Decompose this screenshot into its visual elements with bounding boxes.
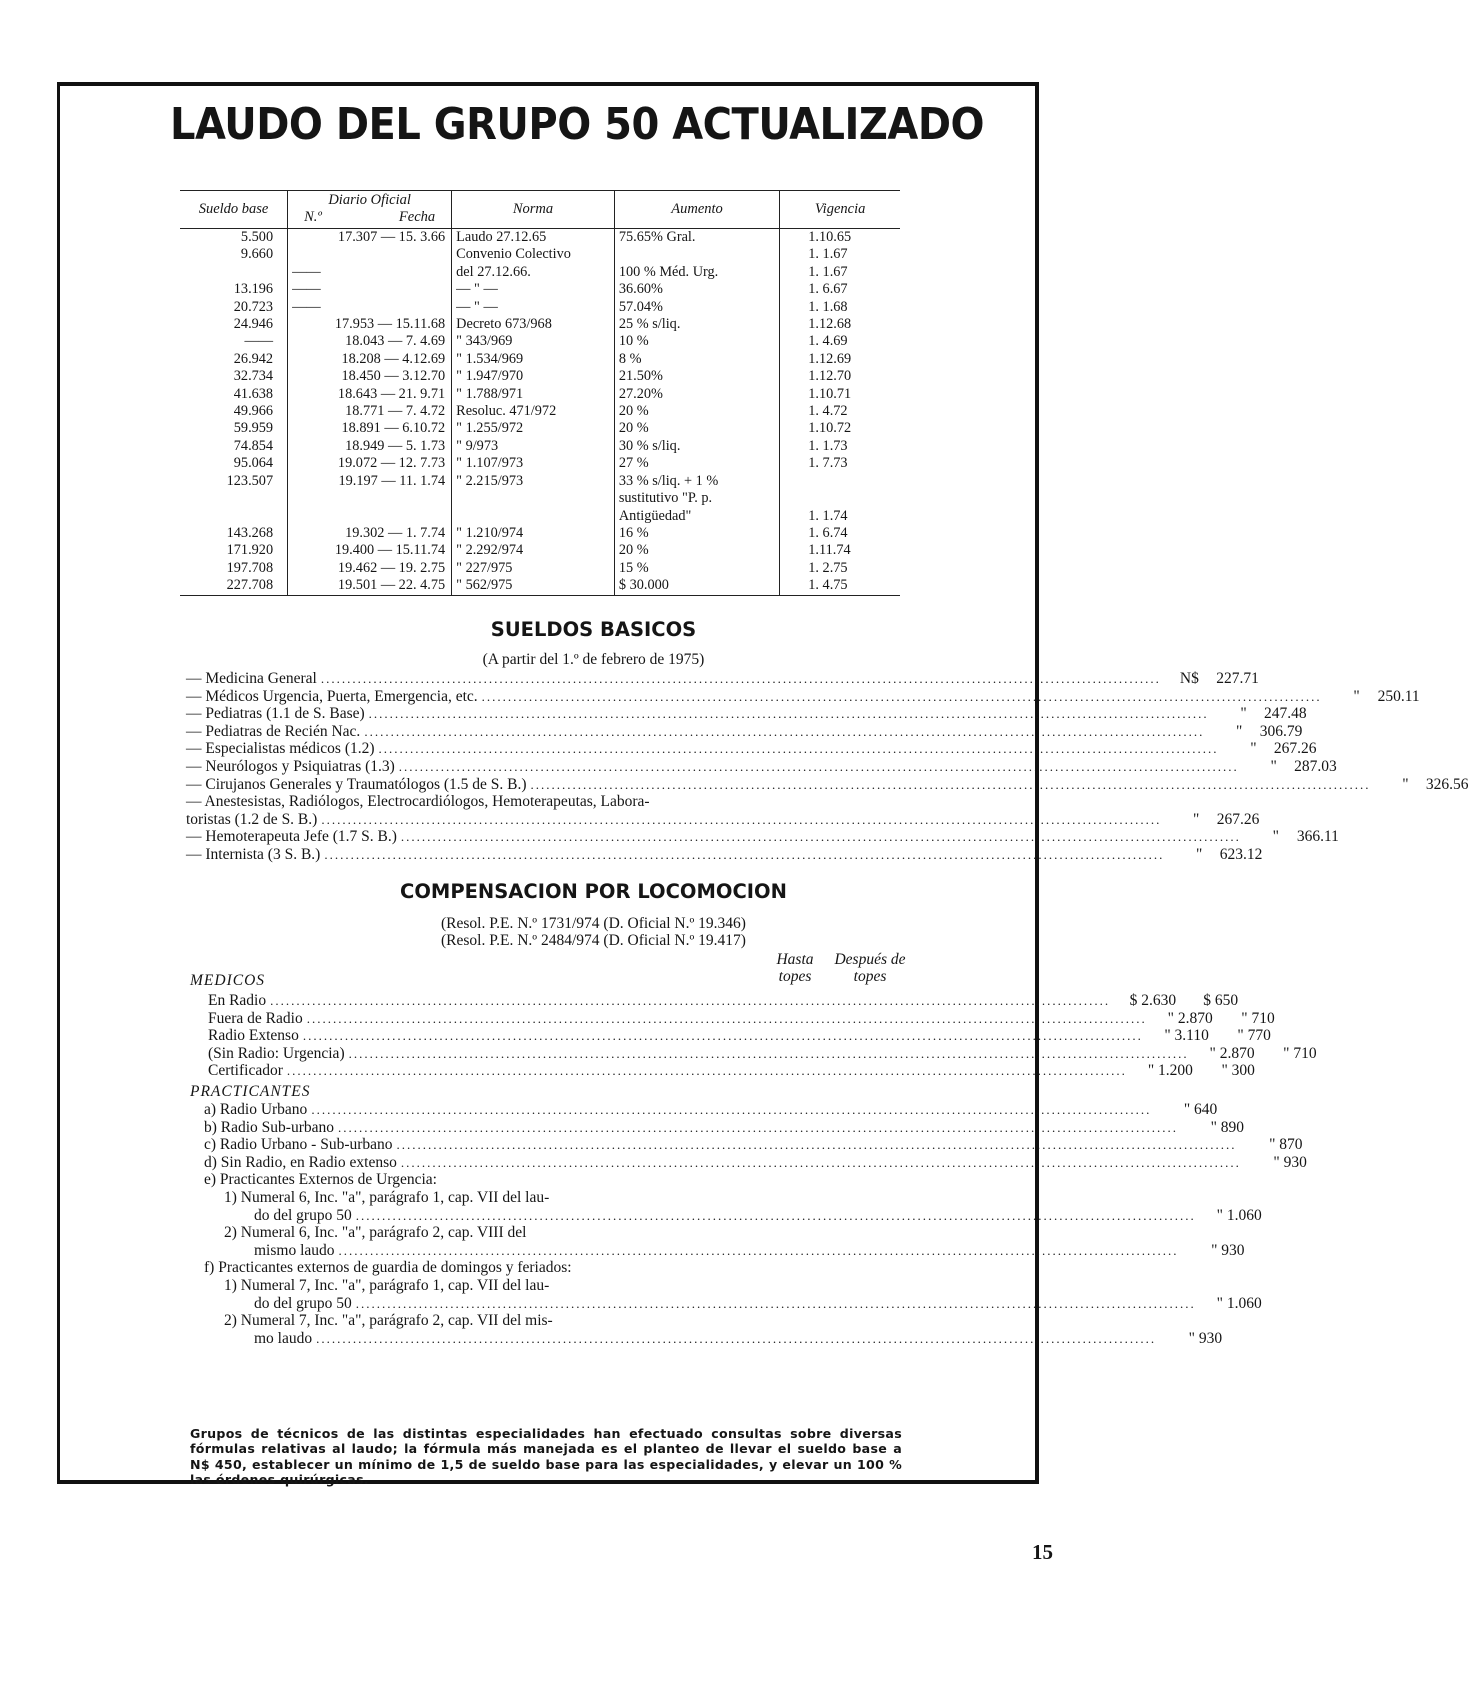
list-item xyxy=(190,1171,902,1189)
item-value: 623.12 xyxy=(1219,845,1263,863)
item-value: 267.26 xyxy=(1216,810,1260,828)
cell-diario: 18.643 — 21. 9.71 xyxy=(288,386,452,403)
cell-vigencia: 1.12.69 xyxy=(808,350,852,367)
item-label: e) Practicantes Externos de Urgencia: xyxy=(204,1171,437,1189)
header-numero: N.º xyxy=(304,209,322,225)
item-label: do del grupo 50 xyxy=(254,1294,352,1312)
list-item xyxy=(190,1153,1307,1172)
list-item xyxy=(190,1027,1271,1045)
cell-vigencia: 1. 2.75 xyxy=(808,559,848,576)
item-currency: " xyxy=(1240,705,1247,723)
item-label: (Sin Radio: Urgencia) xyxy=(208,1044,345,1062)
table-row xyxy=(180,473,900,525)
item-label: do del grupo 50 xyxy=(254,1206,352,1224)
item-label: — Medicina General xyxy=(186,670,317,687)
cell-norma: — " — xyxy=(452,281,615,298)
cell-sueldo: 171.920 xyxy=(180,542,288,559)
item-label: 2) Numeral 6, Inc. "a", parágrafo 2, cap. VIII del xyxy=(224,1224,527,1242)
list-item xyxy=(190,1259,902,1277)
value-despues-topes: " 710 xyxy=(1283,1044,1317,1062)
cell-norma: Convenio Colectivo xyxy=(452,246,615,263)
practicantes-list xyxy=(190,1101,1307,1347)
compensacion-title: COMPENSACION POR LOCOMOCION xyxy=(400,880,787,903)
cell-aumento: 100 % Méd. Urg. xyxy=(614,264,779,281)
leader-dots: ................................................................................................................................................................ xyxy=(270,993,1111,1008)
header-norma: Norma xyxy=(452,191,615,229)
sueldos-title: SUELDOS BASICOS xyxy=(490,618,697,641)
item-label: — Hemoterapeuta Jefe (1.7 S. B.) xyxy=(186,828,397,846)
cell-vigencia: 1. 6.67 xyxy=(808,281,848,298)
item-currency: " xyxy=(1353,687,1360,705)
list-item xyxy=(190,1009,1275,1028)
cell-vigencia: 1. 4.72 xyxy=(808,403,848,420)
cell-norma: " 1.947/970 xyxy=(452,368,615,385)
cell-norma: " 1.107/973 xyxy=(452,455,615,472)
item-label: — Neurólogos y Psiquiatras (1.3) xyxy=(186,757,395,775)
cell-diario: —— xyxy=(288,281,452,298)
item-value: 306.79 xyxy=(1259,722,1303,740)
cell-vigencia: 1. 6.74 xyxy=(808,524,848,541)
cell-diario: 18.771 — 7. 4.72 xyxy=(288,403,452,420)
list-item xyxy=(186,757,1337,776)
laudo-table-body xyxy=(180,229,900,596)
leader-dots: ................................................................................................................................................................ xyxy=(530,776,1371,792)
list-item xyxy=(190,1118,1245,1137)
cell-sueldo: 227.708 xyxy=(180,577,288,595)
header-diario xyxy=(288,191,452,229)
item-label: Certificador xyxy=(208,1062,283,1080)
table-row xyxy=(180,264,900,281)
item-currency: " xyxy=(1250,740,1257,758)
leader-dots: ................................................................................................................................................................ xyxy=(368,706,1209,722)
cell-aumento: 16 % xyxy=(614,525,779,542)
cell-norma: " 1.788/971 xyxy=(452,386,615,403)
cell-vigencia: 1. 7.73 xyxy=(808,455,848,472)
cell-aumento: 57.04% xyxy=(614,299,779,316)
cell-aumento: 15 % xyxy=(614,560,779,577)
cell-diario: 18.043 — 7. 4.69 xyxy=(288,333,452,350)
leader-dots: ................................................................................................................................................................ xyxy=(355,1207,1196,1223)
cell-vigencia: 1. 4.75 xyxy=(780,577,900,595)
item-currency: " xyxy=(1272,828,1279,846)
cell-norma: " 9/973 xyxy=(452,438,615,455)
cell-norma: Decreto 673/968 xyxy=(452,316,615,333)
value-hasta-topes: " 930 xyxy=(1211,1241,1245,1259)
value-hasta-topes: " 640 xyxy=(1183,1101,1218,1118)
list-item xyxy=(186,810,1260,829)
table-row xyxy=(180,455,900,472)
cell-diario: —— xyxy=(288,264,452,281)
table-row xyxy=(180,281,900,298)
list-item xyxy=(190,1312,902,1330)
list-item xyxy=(190,1044,1317,1063)
practicantes-heading: PRACTICANTES xyxy=(190,1083,311,1100)
cell-sueldo: 5.500 xyxy=(180,229,288,247)
list-item xyxy=(190,1224,902,1242)
table-row xyxy=(180,560,900,577)
cell-aumento: 27.20% xyxy=(614,386,779,403)
sueldos-subtitle: (A partir del 1.º de febrero de 1975) xyxy=(482,651,705,668)
item-label: c) Radio Urbano - Sub-urbano xyxy=(204,1136,393,1154)
leader-dots: ................................................................................................................................................................ xyxy=(324,846,1165,862)
cell-norma: " 2.215/973 xyxy=(452,473,615,525)
table-row xyxy=(180,333,900,350)
item-label: d) Sin Radio, en Radio extenso xyxy=(204,1153,397,1171)
cell-aumento: 33 % s/liq. + 1 % sustitutivo "P. p. Antigüedad" xyxy=(614,473,779,525)
leader-dots: ................................................................................................................................................................ xyxy=(378,741,1219,757)
cell-diario: 19.302 — 1. 7.74 xyxy=(288,525,452,542)
table-row xyxy=(180,229,900,247)
cell-sueldo: 24.946 xyxy=(180,316,288,333)
cell-vigencia: 1. 1.73 xyxy=(808,437,848,454)
cell-norma: " 562/975 xyxy=(452,577,615,595)
table-row xyxy=(180,351,900,368)
cell-vigencia: 1. 1.67 xyxy=(808,246,848,263)
table-row xyxy=(180,299,900,316)
value-hasta-topes: " 930 xyxy=(1188,1329,1223,1347)
cell-sueldo: 26.942 xyxy=(180,351,288,368)
cell-norma: " 343/969 xyxy=(452,333,615,350)
cell-diario: 19.072 — 12. 7.73 xyxy=(288,455,452,472)
cell-norma: del 27.12.66. xyxy=(452,264,615,281)
cell-aumento xyxy=(614,246,779,263)
cell-sueldo: 9.660 xyxy=(180,246,288,263)
cell-sueldo: 143.268 xyxy=(180,525,288,542)
item-label: — Cirujanos Generales y Traumatólogos (1.5 de S. B.) xyxy=(186,775,527,793)
item-currency: " xyxy=(1270,757,1277,775)
list-item xyxy=(186,793,906,811)
value-hasta-topes: " 3.110 xyxy=(1164,1027,1209,1045)
cell-norma: " 1.210/974 xyxy=(452,525,615,542)
leader-dots: ................................................................................................................................................................ xyxy=(286,1063,1127,1079)
cell-sueldo: —— xyxy=(180,333,288,350)
cell-norma: " 2.292/974 xyxy=(452,542,615,559)
cell-norma: " 227/975 xyxy=(452,560,615,577)
header-diario-label: Diario Oficial xyxy=(328,192,411,208)
table-row xyxy=(180,525,900,542)
cell-vigencia: 1. 1.74 xyxy=(808,507,848,524)
cell-sueldo: 123.507 xyxy=(180,473,288,525)
value-hasta-topes: " 2.870 xyxy=(1167,1009,1213,1027)
cell-norma: " 1.255/972 xyxy=(452,420,615,437)
item-label: mo laudo xyxy=(254,1329,313,1347)
cell-diario: 19.501 — 22. 4.75 xyxy=(288,577,452,595)
leader-dots: ................................................................................................................................................................ xyxy=(348,1045,1189,1061)
table-row xyxy=(180,403,900,420)
header-vigencia: Vigencia xyxy=(780,191,900,229)
cell-sueldo: 59.959 xyxy=(180,420,288,437)
cell-aumento: 30 % s/liq. xyxy=(614,438,779,455)
value-hasta-topes: " 890 xyxy=(1210,1118,1245,1136)
value-hasta-topes: " 930 xyxy=(1273,1153,1307,1171)
cell-vigencia: 1.10.71 xyxy=(808,385,852,402)
list-item xyxy=(186,828,1339,846)
item-value: 287.03 xyxy=(1294,757,1337,775)
cell-aumento: 10 % xyxy=(614,333,779,350)
item-label: b) Radio Sub-urbano xyxy=(204,1118,335,1136)
list-item xyxy=(186,845,1263,864)
item-currency: N$ xyxy=(1179,670,1199,687)
cell-diario: 18.891 — 6.10.72 xyxy=(288,420,452,437)
footnote: Grupos de técnicos de las distintas especialidades han efectuado consultas sobre diversas fórmulas relativas al laudo; la fórmula más manejada es el planteo de llevar el sueldo base a N$ 450, establecer un mínimo de 1,5 de sueldo base para las especialidades, y elevar un 100 % las órdenes quirúrgicas. xyxy=(190,1426,902,1488)
table-row xyxy=(180,368,900,385)
cell-vigencia: 1. 1.68 xyxy=(808,298,848,315)
item-label: En Radio xyxy=(208,992,267,1009)
list-item xyxy=(190,992,1239,1010)
item-label: 2) Numeral 7, Inc. "a", parágrafo 2, cap. VII del mis- xyxy=(224,1312,553,1330)
cell-diario: 19.400 — 15.11.74 xyxy=(288,542,452,559)
leader-dots: ................................................................................................................................................................ xyxy=(398,758,1239,774)
item-currency: " xyxy=(1196,845,1203,863)
cell-diario: 19.197 — 11. 1.74 xyxy=(288,473,452,525)
cell-aumento: 27 % xyxy=(614,455,779,472)
cell-diario: 17.953 — 15.11.68 xyxy=(288,316,452,333)
table-header-row xyxy=(180,191,900,229)
header-sueldo: Sueldo base xyxy=(180,191,288,229)
leader-dots: ................................................................................................................................................................ xyxy=(400,1154,1241,1170)
list-item xyxy=(186,740,1317,758)
list-item xyxy=(186,687,1420,706)
item-label: — Especialistas médicos (1.2) xyxy=(186,740,375,758)
leader-dots: ................................................................................................................................................................ xyxy=(400,829,1241,845)
cell-norma: Laudo 27.12.65 xyxy=(452,229,615,247)
col-hasta-topes: Hasta topes xyxy=(776,951,814,985)
cell-diario: —— xyxy=(288,299,452,316)
cell-aumento: 20 % xyxy=(614,542,779,559)
value-hasta-topes: " 1.060 xyxy=(1216,1206,1262,1224)
page-number: 15 xyxy=(1032,1540,1053,1564)
cell-sueldo: 20.723 xyxy=(180,299,288,316)
cell-vigencia: 1. 1.67 xyxy=(808,263,848,280)
cell-sueldo: 95.064 xyxy=(180,455,288,472)
list-item xyxy=(190,1136,1303,1154)
cell-aumento: 36.60% xyxy=(614,281,779,298)
cell-aumento: 25 % s/liq. xyxy=(614,316,779,333)
list-item xyxy=(186,670,1259,688)
header-aumento: Aumento xyxy=(614,191,779,229)
item-value: 267.26 xyxy=(1273,740,1317,758)
leader-dots: ................................................................................................................................................................ xyxy=(321,811,1162,827)
item-label: — Pediatras (1.1 de S. Base) xyxy=(186,705,365,723)
resolucion-2: (Resol. P.E. N.º 2484/974 (D. Oficial N.º 19.417) xyxy=(441,932,746,949)
leader-dots: ................................................................................................................................................................ xyxy=(338,1119,1179,1135)
leader-dots: ................................................................................................................................................................ xyxy=(396,1137,1237,1153)
cell-aumento: 20 % xyxy=(614,403,779,420)
item-value: 250.11 xyxy=(1377,687,1420,705)
cell-vigencia: 1.11.74 xyxy=(808,542,851,559)
value-despues-topes: " 300 xyxy=(1221,1062,1255,1080)
leader-dots: ................................................................................................................................................................ xyxy=(306,1010,1147,1026)
table-row xyxy=(180,577,900,595)
item-label: toristas (1.2 de S. B.) xyxy=(186,810,318,828)
leader-dots: ................................................................................................................................................................ xyxy=(302,1028,1143,1044)
list-item xyxy=(186,705,1307,723)
cell-diario: 18.208 — 4.12.69 xyxy=(288,351,452,368)
item-label: a) Radio Urbano xyxy=(204,1101,308,1118)
table-row xyxy=(180,420,900,437)
list-item xyxy=(190,1277,902,1295)
cell-aumento: 8 % xyxy=(614,351,779,368)
cell-aumento: 20 % xyxy=(614,420,779,437)
item-label: Radio Extenso xyxy=(208,1027,299,1045)
item-label: — Anestesistas, Radiólogos, Electrocardiólogos, Hemoterapeutas, Labora- xyxy=(186,793,650,811)
cell-sueldo: 32.734 xyxy=(180,368,288,385)
item-label: mismo laudo xyxy=(254,1241,335,1259)
item-currency: " xyxy=(1192,810,1200,828)
list-item xyxy=(190,1329,1223,1348)
leader-dots: ................................................................................................................................................................ xyxy=(355,1295,1196,1311)
leader-dots: ................................................................................................................................................................ xyxy=(320,671,1161,686)
table-row xyxy=(180,542,900,559)
cell-norma: — " — xyxy=(452,299,615,316)
leader-dots: ................................................................................................................................................................ xyxy=(316,1330,1157,1346)
cell-vigencia: 1.12.68 xyxy=(808,316,852,333)
item-value: 366.11 xyxy=(1296,828,1339,846)
table-row xyxy=(180,438,900,455)
list-item xyxy=(190,1189,902,1207)
list-item xyxy=(190,1206,1262,1225)
value-hasta-topes: " 870 xyxy=(1269,1136,1303,1154)
item-label: — Internista (3 S. B.) xyxy=(186,845,321,863)
list-item xyxy=(190,1062,1255,1080)
cell-diario: 19.462 — 19. 2.75 xyxy=(288,560,452,577)
cell-vigencia: 1. 4.69 xyxy=(808,333,848,350)
value-hasta-topes: " 1.060 xyxy=(1216,1294,1262,1312)
list-item xyxy=(190,1241,1245,1260)
item-label: 1) Numeral 6, Inc. "a", parágrafo 1, cap. VII del lau- xyxy=(224,1188,550,1206)
table-row xyxy=(180,246,900,263)
item-label: f) Practicantes externos de guardia de domingos y feriados: xyxy=(204,1259,572,1277)
medicos-heading: MEDICOS xyxy=(190,972,266,989)
cell-norma: " 1.534/969 xyxy=(452,351,615,368)
cell-aumento: 75.65% Gral. xyxy=(614,229,779,247)
table-row xyxy=(180,386,900,403)
cell-aumento: 21.50% xyxy=(614,368,779,385)
header-fecha: Fecha xyxy=(398,209,436,225)
resolucion-1: (Resol. P.E. N.º 1731/974 (D. Oficial N.º 19.346) xyxy=(441,915,746,932)
cell-sueldo: 49.966 xyxy=(180,403,288,420)
value-despues-topes: " 770 xyxy=(1237,1027,1271,1045)
value-hasta-topes: " 1.200 xyxy=(1147,1062,1193,1080)
cell-sueldo: 13.196 xyxy=(180,281,288,298)
item-label: — Pediatras de Recién Nac. xyxy=(186,722,361,740)
cell-aumento: $ 30.000 xyxy=(614,577,779,595)
leader-dots: ................................................................................................................................................................ xyxy=(311,1102,1152,1117)
leader-dots: ................................................................................................................................................................ xyxy=(338,1242,1179,1258)
sueldos-list xyxy=(186,670,1469,864)
cell-diario xyxy=(288,246,452,263)
cell-sueldo: 197.708 xyxy=(180,560,288,577)
leader-dots: ................................................................................................................................................................ xyxy=(481,688,1322,704)
item-currency: " xyxy=(1402,775,1409,793)
medicos-list xyxy=(190,992,1317,1080)
cell-vigencia: 1.10.65 xyxy=(808,229,852,245)
cell-vigencia: 1.10.72 xyxy=(808,420,852,437)
cell-diario: 18.450 — 3.12.70 xyxy=(288,368,452,385)
item-value: 326.56 xyxy=(1425,775,1469,793)
cell-sueldo: 74.854 xyxy=(180,438,288,455)
cell-norma: Resoluc. 471/972 xyxy=(452,403,615,420)
table-row xyxy=(180,316,900,333)
list-item xyxy=(190,1294,1262,1313)
leader-dots: ................................................................................................................................................................ xyxy=(364,723,1205,739)
cell-diario: 17.307 — 15. 3.66 xyxy=(288,229,452,247)
page-title: LAUDO DEL GRUPO 50 ACTUALIZADO xyxy=(170,100,985,150)
value-hasta-topes: $ 2.630 xyxy=(1129,992,1177,1009)
value-despues-topes: " 710 xyxy=(1241,1009,1275,1027)
item-label: — Médicos Urgencia, Puerta, Emergencia, etc. xyxy=(186,687,478,705)
item-label: 1) Numeral 7, Inc. "a", parágrafo 1, cap. VII del lau- xyxy=(224,1276,550,1294)
cell-diario: 18.949 — 5. 1.73 xyxy=(288,438,452,455)
cell-sueldo: 41.638 xyxy=(180,386,288,403)
laudo-table xyxy=(180,190,900,596)
cell-sueldo xyxy=(180,264,288,281)
list-item xyxy=(186,775,1469,794)
value-hasta-topes: " 2.870 xyxy=(1209,1044,1255,1062)
item-currency: " xyxy=(1235,722,1243,740)
value-despues-topes: $ 650 xyxy=(1203,992,1239,1009)
col-despues-topes: Después de topes xyxy=(834,951,906,985)
list-item xyxy=(186,722,1303,741)
list-item xyxy=(190,1101,1218,1119)
cell-vigencia: 1.12.70 xyxy=(808,368,852,385)
item-label: Fuera de Radio xyxy=(208,1009,303,1027)
item-value: 227.71 xyxy=(1216,670,1259,687)
item-value: 247.48 xyxy=(1264,705,1307,723)
